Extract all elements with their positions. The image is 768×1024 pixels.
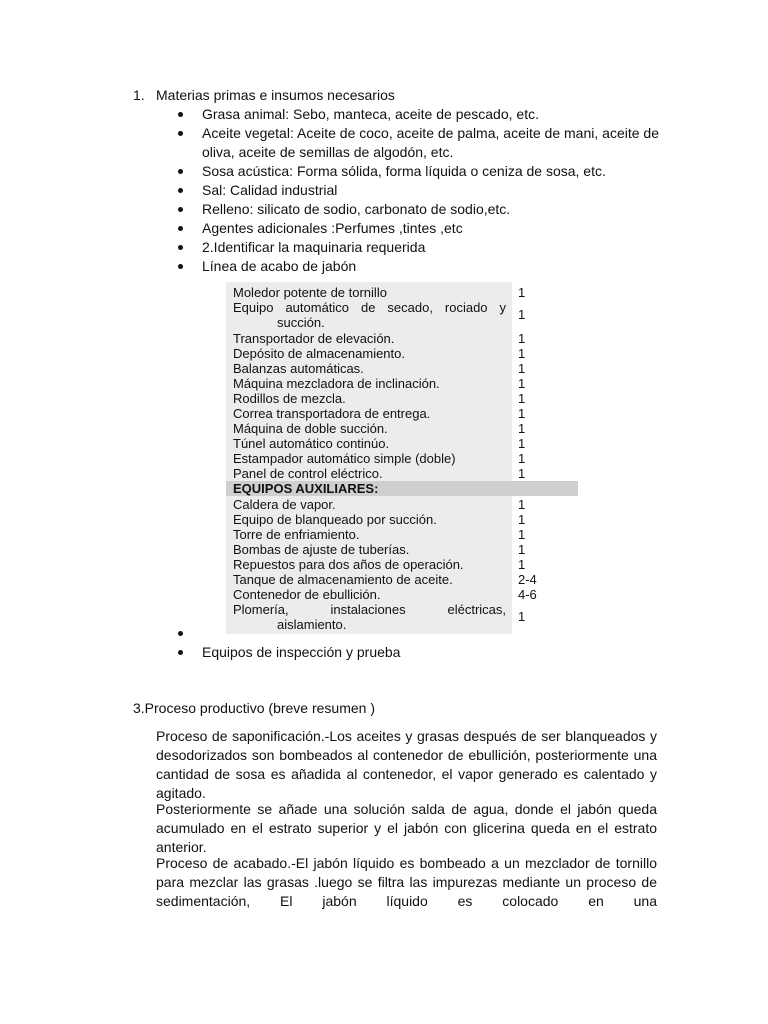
section-number: 1. [133,87,145,103]
list-item: Sal: Calidad industrial [177,181,659,200]
bullet-icon [178,631,183,636]
paragraph: Proceso de acabado.-El jabón líquido es bombeado a un mezclador de tornillo para mezclar las grasas .luego se filtra las impurezas mediante un proceso de sedimentación, El jabón líquido es colocado en una [156,855,657,909]
list-item: Relleno: silicato de sodio, carbonato de sodio,etc. [177,200,659,219]
aux-equipment-header: EQUIPOS AUXILIARES: [226,481,578,496]
section-title: Materias primas e insumos necesarios [156,87,395,103]
bullet-icon [178,650,183,655]
bullet-icon [178,112,183,117]
bullet-icon [178,207,183,212]
bullet-icon [178,131,183,136]
paragraph: Posteriormente se añade una solución salda de agua, donde el jabón queda acumulado en el estrato superior y el jabón con glicerina queda en el estrato anterior. [156,801,657,855]
bullet-icon [178,188,183,193]
equipment-table: Moledor potente de tornillo 1 Equipo automático de secado, rociado y succión. 1 Transportador de elevación. 1 Depósito de almacenamiento. 1 Balanzas automáticas. 1 Máquina mezcladora de inclinación. 1 Rodillos de mezcla. 1 Correa transportadora de entrega. 1 Máquina de doble succión. 1 Túnel automático continúo. 1 Estampador automático simple (doble) 1 Panel de control eléctrico. 1 EQUIPOS AUXILIARES: Caldera de vapor. 1 Equipo de blanqueado por succión. 1 Torre de enfriamiento. 1 Bombas de ajuste de tuberías. 1 Repuestos para dos años de operación. 1 Tanque de almacenamiento de aceite. 2-4 Contenedor de ebullición. 4-6 Plomería, instalaciones eléctricas, aislamiento. 1 [226,282,512,634]
list-item: Grasa animal: Sebo, manteca, aceite de pescado, etc. [177,105,659,124]
bullet-icon [178,264,183,269]
list-item: Agentes adicionales :Perfumes ,tintes ,etc [177,219,659,238]
list-item: Aceite vegetal: Aceite de coco, aceite de palma, aceite de mani, aceite de oliva, aceite de semillas de algodón, etc. [177,124,659,162]
list-item: Línea de acabo de jabón [177,257,659,276]
list-item: Sosa acústica: Forma sólida, forma líquida o ceniza de sosa, etc. [177,162,659,181]
list-item: 2.Identificar la maquinaria requerida [177,238,659,257]
document-page: 1. Materias primas e insumos necesarios Grasa animal: Sebo, manteca, aceite de pescado, etc. Aceite vegetal: Aceite de coco, aceite de palma, aceite de mani, aceite de oliva, aceite de semillas de algodón, etc. Sosa acústica: Forma sólida, forma líquida o ceniza de sosa, etc. Sal: Calidad industrial Relleno: silicato de sodio, carbonato de sodio,etc. Agentes adicionales :Perfumes ,tintes ,etc 2.Identificar la maquinaria requerida Línea de acabo de jabón Moledor potente de tornillo 1 Equipo automático de secado, rociado y succión. 1 Transportador de elevación. 1 Depósito de almacenamiento. 1 Balanzas automáticas. 1 Máquina mezcladora de inclinación. 1 Rodillos de mezcla. 1 Correa transportadora de entrega. 1 Máquina de doble succión. 1 Túnel automático continúo. 1 Estampador automático simple (doble) 1 Panel de control eléctrico. 1 EQUIPOS AUXILIARES: Caldera de vapor. 1 Equipo de blanqueado por succión. 1 Torre de enfriamiento. 1 Bombas de ajuste de tuberías. 1 Repuestos para dos años de operación. 1 Tanque de almacenamiento de aceite. 2-4 Contenedor de ebullición. 4-6 Plomería, instalaciones eléctricas, aislamiento. 1 Equipos de inspección y prueba 3.Proceso productivo (breve resumen ) Proceso de saponificación.-Los aceites y grasas después de ser blanqueados y desodorizados son bombeados al contenedor de ebullición, posteriormente una cantidad de sosa es añadida al contenedor, el vapor generado es calentado y agitado. Posteriormente se añade una solución salda de agua, donde el jabón queda acumulado en el estrato superior y el jabón con glicerina queda en el estrato anterior. Proceso de acabado.-El jabón líquido es bombeado a un mezclador de tornillo para mezclar las grasas .luego se filtra las impurezas mediante un proceso de sedimentación, El jabón líquido es colocado en una [133,87,659,909]
bullet-icon [178,226,183,231]
section-title: 3.Proceso productivo (breve resumen ) [133,700,375,716]
bullet-icon [178,169,183,174]
raw-materials-list [177,105,659,276]
bullet-icon [178,245,183,250]
paragraph: Proceso de saponificación.-Los aceites y grasas después de ser blanqueados y desodorizados son bombeados al contenedor de ebullición, posteriormente una cantidad de sosa es añadida al contenedor, el vapor generado es calentado y agitado. [156,728,657,801]
